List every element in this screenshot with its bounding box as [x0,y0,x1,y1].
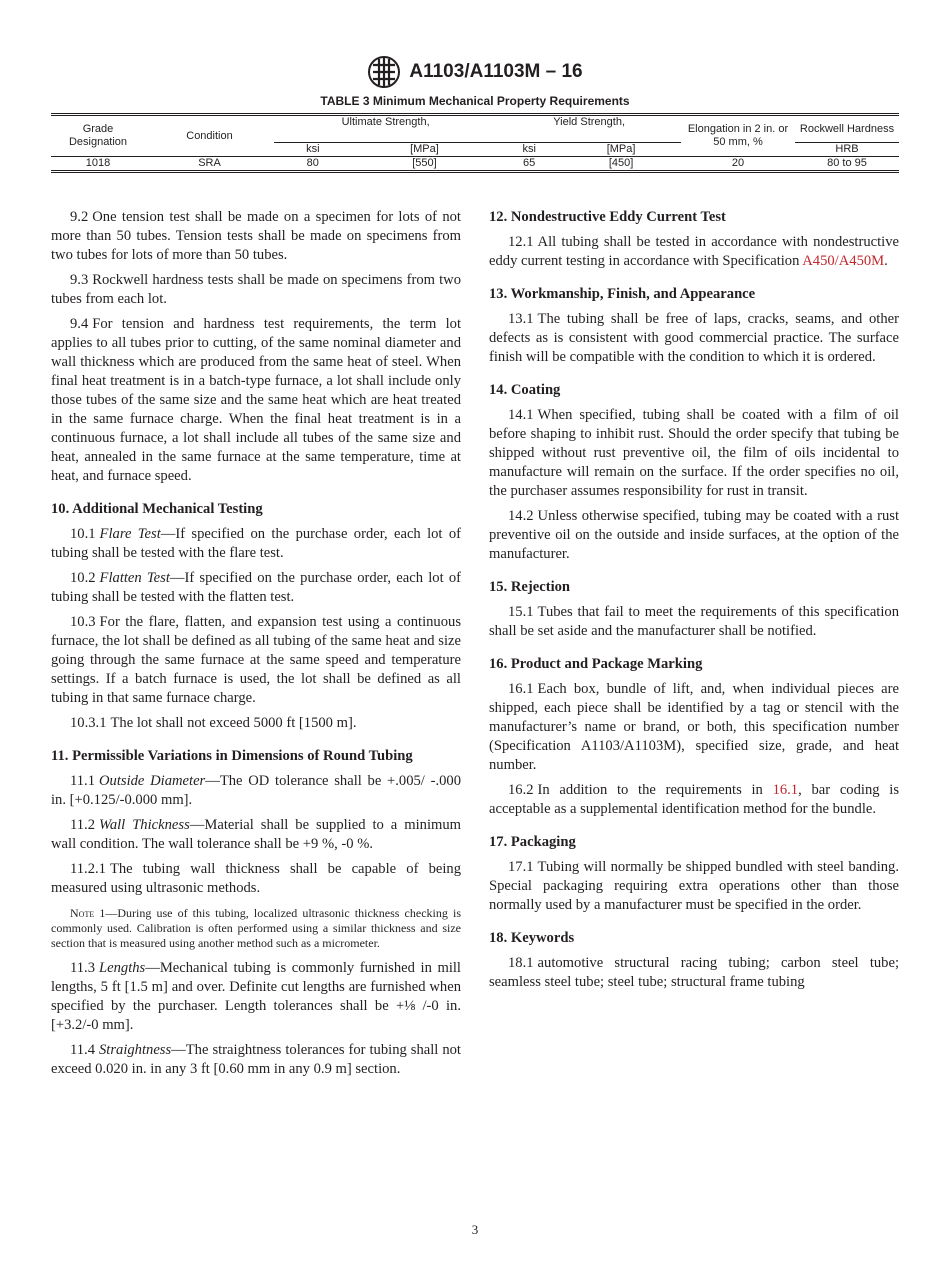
clause-number: 11.2 [70,817,95,833]
text: . [884,253,888,269]
text: —The OD tolerance shall be +.005/ -.000 in. [+0.125/-0.000 mm]. [51,773,461,808]
text: 18. Keywords [489,930,575,946]
clause-number: 12.1 [508,234,534,250]
text: The lot shall not exceed 5000 ft [1500 m]. [110,715,357,731]
cell-condition: SRA [145,157,274,172]
paragraph [489,954,899,992]
paragraph [489,858,899,915]
text: , bar coding is acceptable as a supplemental identification method for the bundle. [489,782,899,817]
paragraph [51,959,461,1035]
clause-number: 11.2.1 [70,861,106,877]
section-heading [489,578,899,597]
text: 11. Permissible Variations in Dimensions of Round Tubing [51,748,413,764]
th-grade: Grade Designation [68,123,128,148]
cell-ult-ksi: 80 [274,157,352,172]
text: For the flare, flatten, and expansion test using a continuous furnace, the lot shall be defined as all tubing of the same heat and size going through the same furnace at the same speed and temperature settings. If a batch furnace is used, the lot shall be defined as all tubing in that same furnace charge. [51,614,461,706]
section-heading [489,655,899,674]
th-condition: Condition [186,129,233,142]
text: automotive structural racing tubing; carbon steel tube; seamless steel tube; steel tube; structural frame tubing [489,955,899,990]
text: The tubing wall thickness shall be capable of being measured using ultrasonic methods. [51,861,461,896]
paragraph [489,680,899,775]
cell-ult-mpa: [550] [352,157,498,172]
clause-term: Flatten Test [99,570,170,586]
text: 12. Nondestructive Eddy Current Test [489,209,726,225]
section-heading [51,747,461,766]
text: When specified, tubing shall be coated with a film of oil before shaping to inhibit rust. Should the order specify that tubing be shipped without rust preventive oil, the film of oils incidental to manufacture will remain on the surface. If the order specifies no oil, the purchaser assumes responsibility for rust in transit. [489,407,899,499]
clause-number: 10.3 [70,614,96,630]
section-heading [489,208,899,227]
clause-number: 11.3 [70,960,95,976]
clause-term: Lengths [99,960,146,976]
text: Unless otherwise specified, tubing may be coated with a rust preventive oil on the outside and inside surfaces, at the option of the manufacturer. [489,508,899,562]
clause-number: 11.4 [70,1042,95,1058]
section-heading [51,500,461,519]
text: 15. Rejection [489,579,571,595]
clause-term: Flare Test [99,526,161,542]
section-heading [489,833,899,852]
paragraph [51,525,461,563]
clause-number: 13.1 [508,311,534,327]
right-column [489,208,899,998]
clause-number: 10.2 [70,570,96,586]
cell-grade: 1018 [51,157,145,172]
left-column [51,208,461,1085]
clause-number: 16.1 [508,681,534,697]
text: Rockwell hardness tests shall be made on specimens from two tubes from each lot. [51,272,461,307]
cell-elongation: 20 [681,157,795,172]
clause-number: 17.1 [508,859,534,875]
th-ksi: ksi [306,143,320,155]
text: —Mechanical tubing is commonly furnished in mill lengths, 5 ft [1.5 m] and over. Definite cut lengths are furnished when specified by the purchaser. Length tolerances shall be +⅛ /-0 in. [+3.2/-0 mm]. [51,960,461,1033]
th-rockwell: Rockwell Hardness [795,115,899,143]
standard-designation: A1103/A1103M – 16 [409,61,583,83]
text: —Material shall be supplied to a minimum wall condition. The wall tolerance shall be +9 %, -0 %. [51,817,462,852]
th-yield: Yield Strength, [497,115,681,143]
text: —If specified on the purchase order, each lot of tubing shall be tested with the flatten test. [51,570,461,605]
text: One tension test shall be made on a specimen for lots of not more than 50 tubes. Tension tests shall be made on specimens from two tubes for lots of more than 50 tubes. [51,209,461,263]
paragraph [51,271,461,309]
text: All tubing shall be tested in accordance with nondestructive eddy current testing in accordance with Specification [489,234,899,269]
reference-link[interactable]: 16.1 [772,782,799,798]
section-heading [489,929,899,948]
clause-term: Wall Thickness [99,817,190,833]
astm-logo-icon [367,55,401,89]
table-row [51,157,899,172]
clause-number: 15.1 [508,604,534,620]
text: 1—During use of this tubing, localized ultrasonic thickness checking is commonly used. Calibration is often performed using a similar thickness and size section that is measured using another method such as a micrometer. [51,906,461,950]
paragraph [489,781,899,819]
text: In addition to the requirements in [537,782,773,798]
paragraph [51,613,461,708]
paragraph [489,233,899,271]
clause-number: 9.2 [70,209,89,225]
clause-number: 16.2 [508,782,534,798]
text: —The straightness tolerances for tubing shall not exceed 0.020 in. in any 3 ft [0.60 mm in any 0.9 m] section. [51,1042,461,1077]
cell-yld-ksi: 65 [497,157,561,172]
text: Note [70,906,95,920]
text: The tubing shall be free of laps, cracks, seams, and other defects as is consistent with good commercial practice. The surface finish will be compatible with the condition to which it is ordered. [489,311,899,365]
text: 14. Coating [489,382,561,398]
paragraph [51,714,461,733]
reference-link[interactable]: A450/A450M [802,253,885,269]
text: 13. Workmanship, Finish, and Appearance [489,286,756,302]
cell-yld-mpa: [450] [561,157,681,172]
paragraph [51,772,461,810]
paragraph [51,315,461,486]
text: For tension and hardness test requirements, the term lot applies to all tubes prior to cutting, of the same nominal diameter and wall thickness which are produced from the same heat of steel. When final heat treatment is in a batch-type furnace, a lot shall include only those tubes of the same size and the same heat which are heat treated in the same furnace charge. When the final heat treatment is in a continuous furnace, a lot shall include all tubes of the same size and heat, annealed in the same furnace at the same temperature, time at heat, and furnace speed. [51,316,461,484]
page-number: 3 [471,1222,479,1237]
note [51,906,461,951]
th-elongation: Elongation in 2 in. or 50 mm, % [687,123,789,148]
clause-number: 9.3 [70,272,89,288]
table-caption: TABLE 3 Minimum Mechanical Property Requirements [320,94,630,108]
text: Each box, bundle of lift, and, when individual pieces are shipped, each piece shall be identified by a tag or stencil with the manufacturer’s name or brand, or both, this specification number (Specification A1103/A1103M), specified size, grade, and heat number. [489,681,899,773]
th-mpa: [MPa] [606,143,636,155]
section-heading [489,381,899,400]
text: 16. Product and Package Marking [489,656,703,672]
paragraph [51,816,461,854]
text: 10. Additional Mechanical Testing [51,501,263,517]
clause-number: 18.1 [508,955,534,971]
th-hrb: HRB [835,143,859,155]
clause-term: Outside Diameter [99,773,206,789]
clause-number: 11.1 [70,773,95,789]
clause-number: 10.1 [70,526,96,542]
text: —If specified on the purchase order, each lot of tubing shall be tested with the flare test. [51,526,461,561]
th-ksi: ksi [522,143,536,155]
property-table [51,113,899,173]
paragraph [489,507,899,564]
clause-number: 9.4 [70,316,89,332]
section-heading [489,285,899,304]
paragraph [51,860,461,898]
paragraph [51,569,461,607]
paragraph [51,1041,461,1079]
cell-hrb: 80 to 95 [795,157,899,172]
paragraph [489,310,899,367]
clause-number: 10.3.1 [70,715,107,731]
clause-number: 14.2 [508,508,534,524]
text: Tubes that fail to meet the requirements of this specification shall be set aside and the manufacturer shall be notified. [489,604,899,639]
paragraph [51,208,461,265]
text: Tubing will normally be shipped bundled with steel banding. Special packaging requiring extra operations other than those normally used by a manufacturer must be specified in the order. [489,859,899,913]
paragraph [489,603,899,641]
text: 17. Packaging [489,834,576,850]
page-header [0,55,950,89]
clause-term: Straightness [99,1042,172,1058]
paragraph [489,406,899,501]
th-ultimate: Ultimate Strength, [274,115,497,143]
th-mpa: [MPa] [410,143,439,155]
clause-number: 14.1 [508,407,534,423]
